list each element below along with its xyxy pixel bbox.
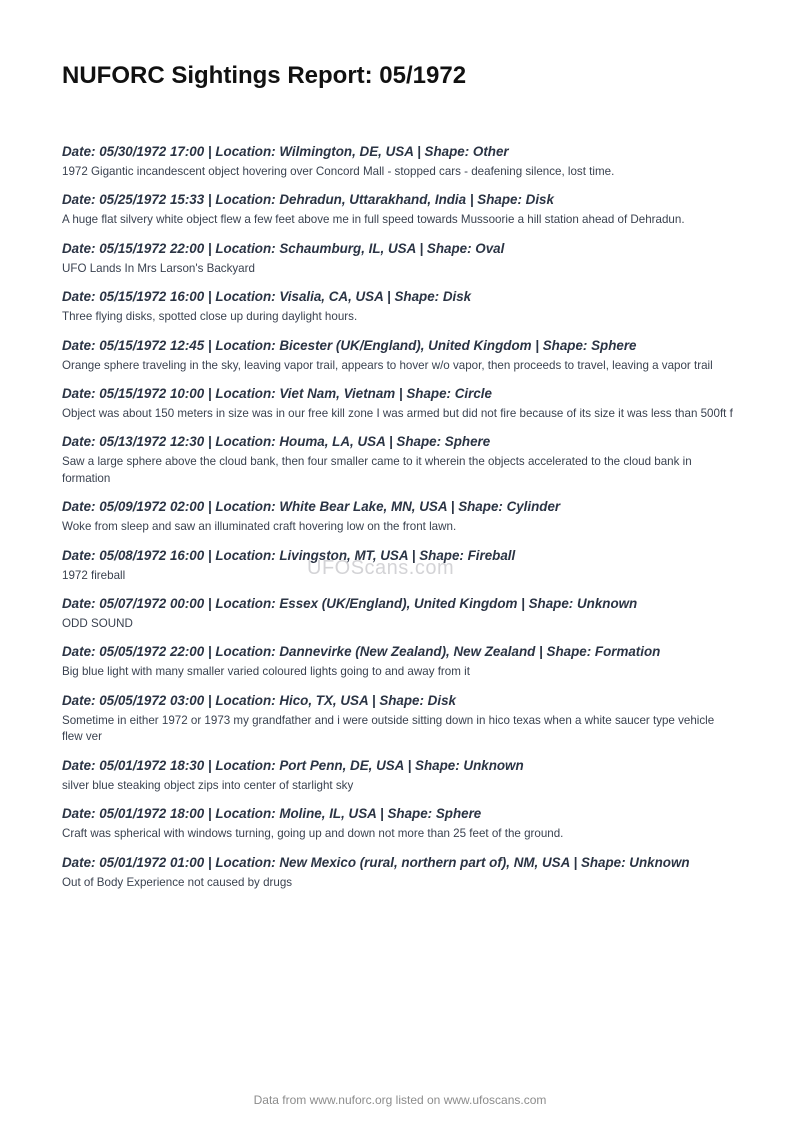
sighting-entry	[62, 595, 734, 632]
page-title: NUFORC Sightings Report: 05/1972	[62, 62, 467, 89]
sighting-entry	[62, 337, 734, 374]
sighting-entry	[62, 240, 734, 277]
sighting-entry	[62, 498, 734, 535]
sighting-heading: Date: 05/13/1972 12:30 | Location: Houma, LA, USA | Shape: Sphere	[62, 434, 491, 450]
sighting-heading: Date: 05/05/1972 22:00 | Location: Dannevirke (New Zealand), New Zealand | Shape: Formation	[62, 644, 661, 660]
sighting-description: Saw a large sphere above the cloud bank, then four smaller came to it wherein the objects accelerated to the cloud bank in formation	[62, 455, 692, 485]
sighting-entry	[62, 143, 734, 180]
sighting-description: Out of Body Experience not caused by drugs	[62, 875, 293, 889]
sighting-heading: Date: 05/30/1972 17:00 | Location: Wilmington, DE, USA | Shape: Other	[62, 144, 509, 159]
sighting-description: silver blue steaking object zips into center of starlight sky	[62, 778, 354, 792]
sighting-entry	[62, 805, 734, 842]
sighting-heading: Date: 05/09/1972 02:00 | Location: White Bear Lake, MN, USA | Shape: Cylinder	[62, 499, 561, 515]
sighting-heading: Date: 05/15/1972 12:45 | Location: Bicester (UK/England), United Kingdom | Shape: Sphere	[62, 337, 637, 353]
footer-credit: Data from www.nuforc.org listed on www.ufoscans.com	[253, 1093, 547, 1107]
sighting-description: Three flying disks, spotted close up during daylight hours.	[62, 310, 358, 324]
sighting-entry	[62, 433, 734, 487]
sighting-heading: Date: 05/01/1972 18:00 | Location: Moline, IL, USA | Shape: Sphere	[62, 806, 482, 822]
sighting-description: Sometime in either 1972 or 1973 my grandfather and i were outside sitting down in hico texas when a white saucer type vehicle flew ver	[62, 713, 715, 744]
sighting-heading: Date: 05/05/1972 03:00 | Location: Hico, TX, USA | Shape: Disk	[62, 692, 456, 708]
sighting-entry	[62, 191, 734, 228]
sighting-heading: Date: 05/01/1972 01:00 | Location: New Mexico (rural, northern part of), NM, USA | Shape: Unknown	[62, 854, 690, 870]
sighting-heading: Date: 05/07/1972 00:00 | Location: Essex (UK/England), United Kingdom | Shape: Unknown	[62, 596, 638, 612]
sighting-entry	[62, 757, 734, 794]
sighting-heading: Date: 05/25/1972 15:33 | Location: Dehradun, Uttarakhand, India | Shape: Disk	[62, 192, 554, 208]
sighting-entry	[62, 385, 734, 422]
sighting-entry	[62, 643, 734, 680]
sighting-entry	[62, 854, 734, 891]
sighting-description: Craft was spherical with windows turning, going up and down not more than 25 feet of the ground.	[62, 827, 564, 841]
sighting-heading: Date: 05/15/1972 10:00 | Location: Viet Nam, Vietnam | Shape: Circle	[62, 386, 492, 402]
sighting-description: 1972 fireball	[62, 568, 126, 582]
sighting-heading: Date: 05/01/1972 18:30 | Location: Port Penn, DE, USA | Shape: Unknown	[62, 757, 524, 773]
sightings-list	[62, 143, 734, 902]
sighting-description: ODD SOUND	[62, 617, 133, 631]
watermark: UFOScans.com	[307, 557, 455, 579]
sighting-description: Orange sphere traveling in the sky, leaving vapor trail, appears to hover w/o vapor, then proceeds to travel, leaving a vapor trail	[62, 358, 713, 372]
sighting-heading: Date: 05/08/1972 16:00 | Location: Livingston, MT, USA | Shape: Fireball	[62, 547, 516, 563]
sighting-description: A huge flat silvery white object flew a few feet above me in full speed towards Mussoorie a hill station ahead of Dehradun.	[62, 213, 685, 227]
sighting-description: Object was about 150 meters in size was in our free kill zone I was armed but did not fire because of its size it was less than 500ft f	[62, 407, 733, 421]
sighting-description: 1972 Gigantic incandescent object hovering over Concord Mall - stopped cars - deafening silence, lost time.	[62, 165, 615, 178]
sighting-entry	[62, 692, 734, 746]
sighting-description: UFO Lands In Mrs Larson's Backyard	[62, 261, 255, 275]
sighting-entry	[62, 547, 734, 584]
sighting-description: Big blue light with many smaller varied coloured lights going to and away from it	[62, 665, 470, 679]
sighting-heading: Date: 05/15/1972 16:00 | Location: Visalia, CA, USA | Shape: Disk	[62, 289, 472, 305]
sighting-entry	[62, 288, 734, 325]
sighting-heading: Date: 05/15/1972 22:00 | Location: Schaumburg, IL, USA | Shape: Oval	[62, 240, 505, 256]
sighting-description: Woke from sleep and saw an illuminated craft hovering low on the front lawn.	[62, 520, 457, 534]
